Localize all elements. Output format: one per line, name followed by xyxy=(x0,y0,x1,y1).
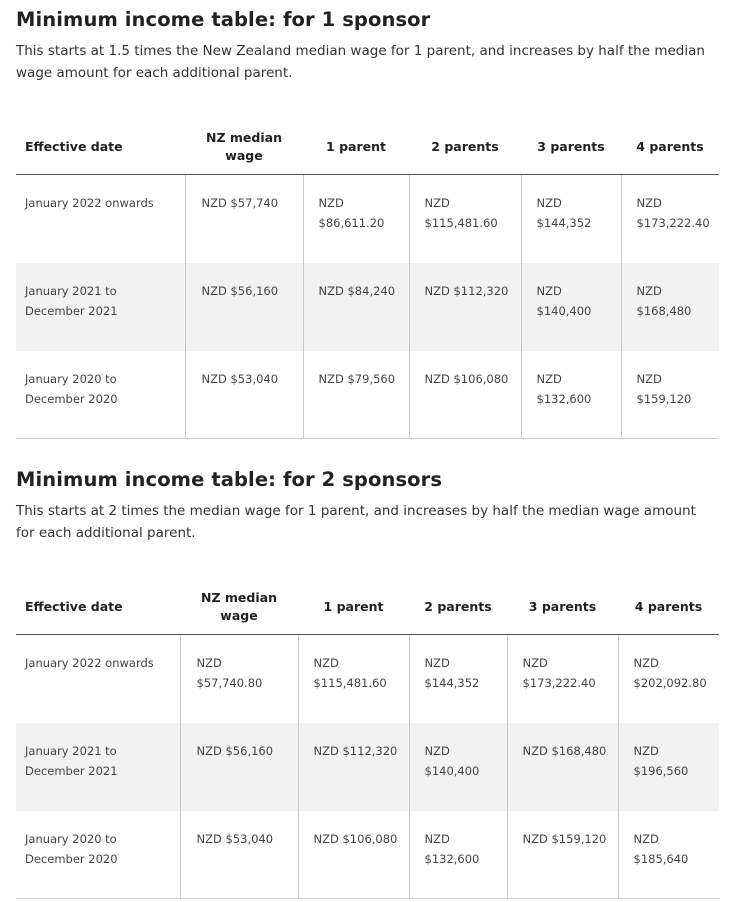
table-row xyxy=(16,811,719,899)
cell-2-parents: NZD $115,481.60 xyxy=(409,175,521,263)
sponsor-2-section xyxy=(16,466,719,866)
cell-effective-date: January 2022 onwards xyxy=(25,196,154,210)
cell-median-wage: NZD $56,160 xyxy=(185,263,303,351)
cell-2-parents: NZD $112,320 xyxy=(409,263,521,351)
cell-1-parent: NZD $115,481.60 xyxy=(298,635,409,723)
cell-4-parents: NZD $202,092.80 xyxy=(618,635,719,723)
table2-title: Minimum income table: for 2 sponsors xyxy=(16,468,443,491)
cell-4-parents: NZD $168,480 xyxy=(621,263,719,351)
col-header-1-parent: 1 parent xyxy=(298,580,409,635)
col-header-median-wage: NZ median wage xyxy=(180,580,298,635)
income-table-2-sponsors xyxy=(16,580,719,899)
cell-4-parents: NZD $185,640 xyxy=(618,811,719,899)
cell-median-wage: NZD $57,740.80 xyxy=(180,635,298,723)
table2-description: This starts at 2 times the median wage for 1 parent, and increases by half the median wage amount for each additional parent. xyxy=(16,503,696,541)
col-header-effective-date: Effective date xyxy=(16,120,185,175)
cell-3-parents: NZD $159,120 xyxy=(507,811,618,899)
col-header-2-parents: 2 parents xyxy=(409,580,507,635)
cell-1-parent: NZD $106,080 xyxy=(298,811,409,899)
cell-4-parents: NZD $159,120 xyxy=(621,351,719,439)
cell-effective-date: January 2020 to December 2020 xyxy=(16,351,185,439)
table1-description: This starts at 1.5 times the New Zealand median wage for 1 parent, and increases by half the median wage amount for each additional parent. xyxy=(16,43,705,81)
table-row xyxy=(16,635,719,723)
cell-median-wage: NZD $53,040 xyxy=(180,811,298,899)
cell-1-parent: NZD $79,560 xyxy=(303,351,409,439)
cell-2-parents: NZD $144,352 xyxy=(409,635,507,723)
cell-median-wage: NZD $56,160 xyxy=(180,723,298,811)
table-row xyxy=(16,723,719,811)
cell-3-parents: NZD $140,400 xyxy=(521,263,621,351)
table-row xyxy=(16,263,719,351)
table-row xyxy=(16,175,719,263)
col-header-3-parents: 3 parents xyxy=(507,580,618,635)
cell-2-parents: NZD $106,080 xyxy=(409,351,521,439)
cell-4-parents: NZD $196,560 xyxy=(618,723,719,811)
income-table-1-sponsor xyxy=(16,120,719,439)
cell-3-parents: NZD $173,222.40 xyxy=(507,635,618,723)
col-header-4-parents: 4 parents xyxy=(621,120,719,175)
cell-effective-date: January 2021 to December 2021 xyxy=(16,263,185,351)
col-header-effective-date: Effective date xyxy=(16,580,180,635)
cell-effective-date: January 2021 to December 2021 xyxy=(16,723,180,811)
col-header-3-parents: 3 parents xyxy=(521,120,621,175)
cell-4-parents: NZD $173,222.40 xyxy=(621,175,719,263)
sponsor-1-section xyxy=(16,6,719,406)
cell-1-parent: NZD $86,611.20 xyxy=(303,175,409,263)
cell-effective-date: January 2020 to December 2020 xyxy=(16,811,180,899)
col-header-4-parents: 4 parents xyxy=(618,580,719,635)
cell-3-parents: NZD $132,600 xyxy=(521,351,621,439)
cell-effective-date: January 2022 onwards xyxy=(25,656,154,670)
cell-1-parent: NZD $84,240 xyxy=(303,263,409,351)
table-row xyxy=(16,351,719,439)
cell-median-wage: NZD $57,740 xyxy=(185,175,303,263)
cell-3-parents: NZD $144,352 xyxy=(521,175,621,263)
cell-1-parent: NZD $112,320 xyxy=(298,723,409,811)
col-header-median-wage: NZ median wage xyxy=(185,120,303,175)
table-header-row xyxy=(16,120,719,175)
table1-title: Minimum income table: for 1 sponsor xyxy=(16,8,431,31)
cell-2-parents: NZD $140,400 xyxy=(409,723,507,811)
cell-3-parents: NZD $168,480 xyxy=(507,723,618,811)
cell-median-wage: NZD $53,040 xyxy=(185,351,303,439)
cell-2-parents: NZD $132,600 xyxy=(409,811,507,899)
col-header-1-parent: 1 parent xyxy=(303,120,409,175)
col-header-2-parents: 2 parents xyxy=(409,120,521,175)
table-header-row xyxy=(16,580,719,635)
